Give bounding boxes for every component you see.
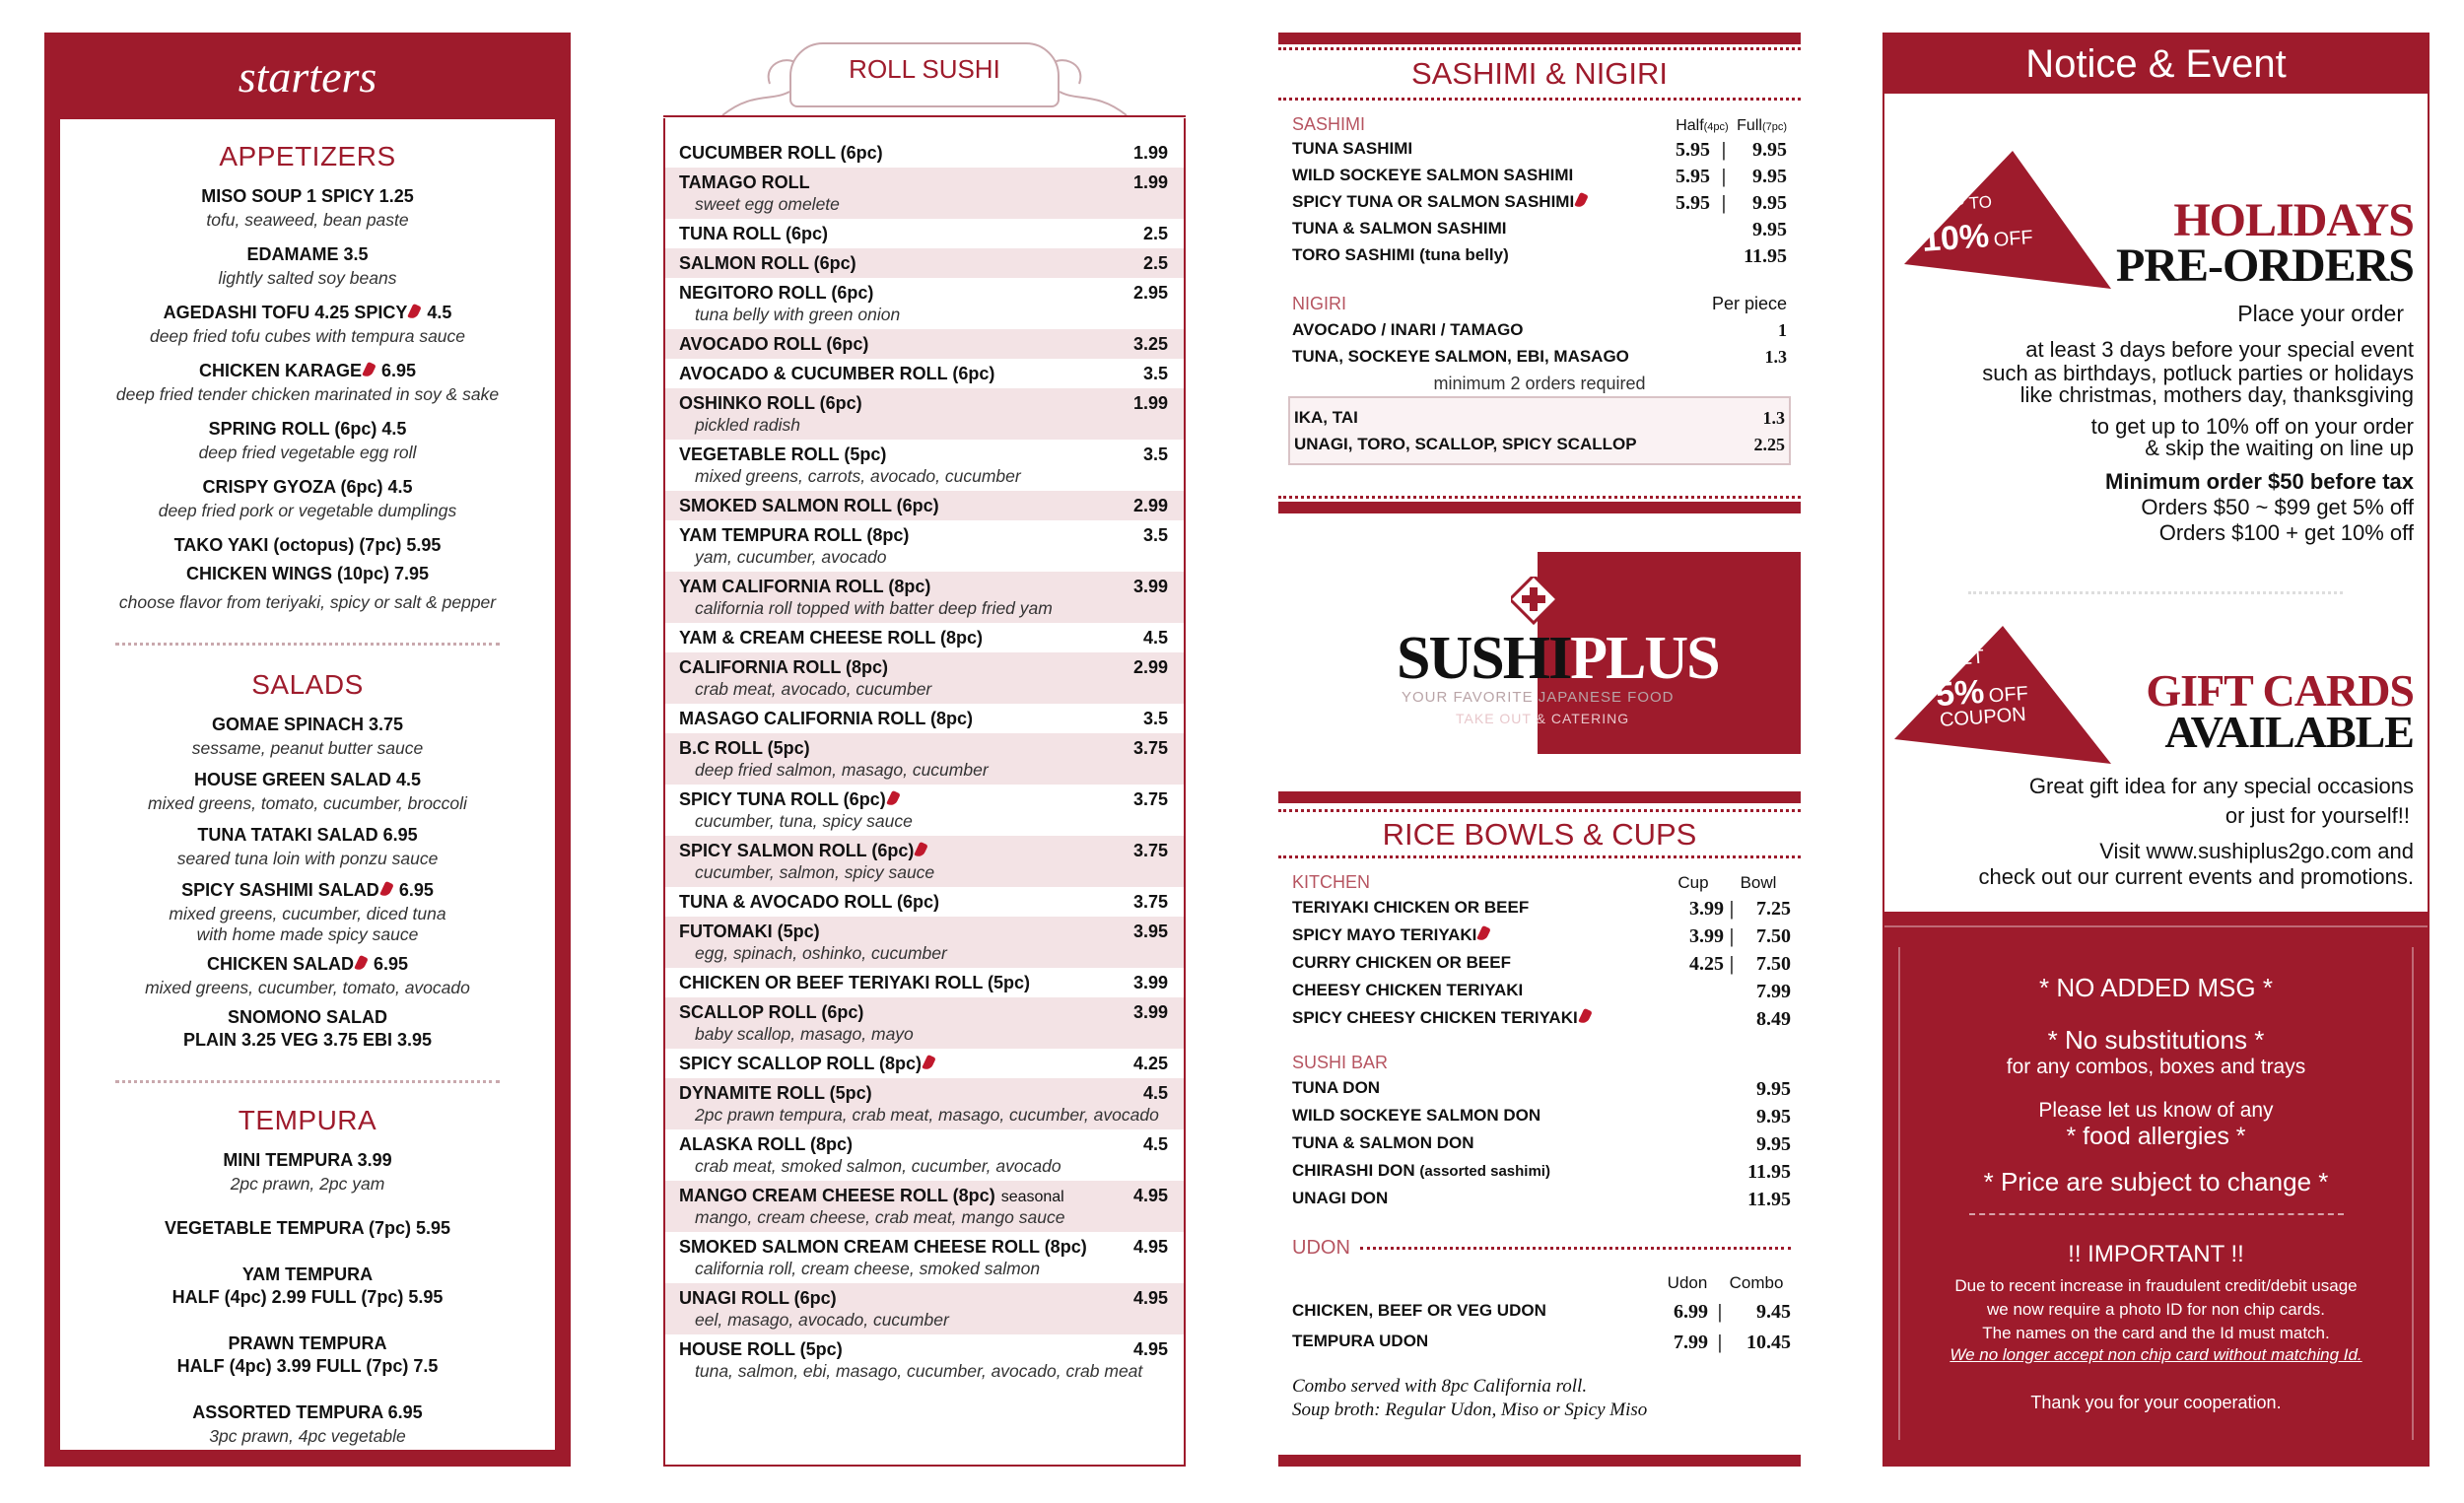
- roll-name: AVOCADO & CUCUMBER ROLL (6pc): [679, 364, 995, 383]
- roll-item: [665, 836, 1184, 887]
- menu-item: MINI TEMPURA 3.99 2pc prawn, 2pc yam: [223, 1150, 392, 1194]
- roll-sushi-title: ROLL SUSHI: [849, 54, 1000, 84]
- roll-item: [665, 168, 1184, 219]
- plus-icon: [1511, 577, 1562, 628]
- logo-tagline: YOUR FAVORITE JAPANESE FOOD: [1402, 689, 1675, 706]
- roll-name: SPICY SALMON ROLL (6pc): [679, 841, 928, 861]
- roll-item: [665, 278, 1184, 329]
- roll-price: 3.5: [1142, 364, 1168, 383]
- roll-price: 3.5: [1142, 444, 1168, 464]
- roll-item: [665, 1181, 1184, 1232]
- roll-item: [665, 1283, 1184, 1334]
- roll-item: [665, 623, 1184, 652]
- roll-price: 4.5: [1142, 1083, 1168, 1103]
- roll-price: 3.75: [1132, 892, 1168, 912]
- starters-content: [60, 119, 555, 1450]
- allergy-text: Please let us know of any: [2038, 1099, 2274, 1122]
- roll-name: MANGO CREAM CHEESE ROLL (8pc) seasonal: [679, 1186, 1064, 1205]
- roll-price: 3.99: [1132, 577, 1168, 596]
- roll-name: CALIFORNIA ROLL (8pc): [679, 657, 888, 677]
- divider: [1278, 1455, 1801, 1467]
- roll-desc: sweet egg omelete: [695, 194, 840, 214]
- divider: [1278, 47, 1801, 50]
- nigiri-min-box: [1288, 396, 1791, 465]
- roll-price: 3.99: [1132, 1002, 1168, 1022]
- roll-price: 3.5: [1142, 709, 1168, 728]
- chili-icon: [362, 362, 376, 378]
- divider: [1278, 855, 1801, 858]
- roll-name: SPICY TUNA ROLL (6pc): [679, 789, 901, 810]
- roll-name: TUNA ROLL (6pc): [679, 224, 828, 243]
- roll-price: 2.99: [1132, 657, 1168, 677]
- sashimi-label: SASHIMI: [1292, 114, 1366, 134]
- badge-up-to: UP TO: [1941, 192, 1993, 215]
- chili-icon: [922, 1055, 935, 1071]
- kitchen-list: [1292, 898, 1791, 1031]
- divider: [1278, 791, 1801, 803]
- roll-item: [665, 1334, 1184, 1386]
- starters-panel: [44, 33, 571, 1467]
- sashimi-item: TUNA SASHIMI 5.95 | 9.95: [1292, 139, 1787, 161]
- menu-item: EDAMAME 3.5 lightly salted soy beans: [218, 244, 397, 288]
- chili-icon: [886, 790, 900, 807]
- roll-item: [665, 572, 1184, 623]
- chili-icon: [1574, 192, 1588, 209]
- gift-text: Great gift idea for any special occasions or just for yourself!! Visit www.sushiplus2go.com and check out our current events and promotions.: [1978, 774, 2414, 889]
- sashimi-list: [1292, 139, 1787, 268]
- menu-item: CHICKEN SALAD 6.95 mixed greens, cucumber, tomato, avocado: [145, 954, 470, 997]
- min-note: minimum 2 orders required: [1433, 374, 1646, 393]
- kitchen-item: CURRY CHICKEN OR BEEF 4.25 | 7.50: [1292, 953, 1791, 975]
- roll-desc: deep fried salmon, masago, cucumber: [695, 760, 989, 780]
- important-line-2: we now require a photo ID for non chip cards.: [1986, 1300, 2326, 1319]
- rice-section: [1292, 872, 1791, 1421]
- badge-ten-percent: 10% OFF: [1920, 217, 2034, 259]
- roll-desc: cucumber, tuna, spicy sauce: [695, 811, 913, 831]
- sushibar-label: SUSHI BAR: [1292, 1053, 1389, 1072]
- sashimi-section: SASHIMI Half(4pc) Full(7pc) TUNA SASHIMI 5.95 | 9.95 WILD SOCKEYE SALMON SASHIMI 5.95 | 9.95 SPICY TUNA OR SALMON SASHIMI 5.95 | 9.95 TUNA & SALMON SASHIMI 9.95 TORO SASHIMI (tuna belly) 11.95 NIGIRI Per piece AVOCADO / INARI / TAMAGO 1 TUNA, SOCKEYE SALMON, EBI, MASAGO 1.3 minimum 2 orders required IKA, TAI 1.3 UNAGI, TORO, SCALLOP, SPICY SCALLOP 2.25: [1278, 101, 1801, 465]
- roll-sushi-panel: [663, 118, 1186, 1467]
- kitchen-item: SPICY MAYO TERIYAKI 3.99 | 7.50: [1292, 925, 1791, 947]
- roll-price: 2.99: [1132, 496, 1168, 515]
- roll-item: [665, 887, 1184, 917]
- roll-item: [665, 359, 1184, 388]
- roll-price: 3.75: [1132, 738, 1168, 758]
- roll-name: B.C ROLL (5pc): [679, 738, 810, 758]
- menu-item: HOUSE GREEN SALAD 4.5 mixed greens, tomato, cucumber, broccoli: [148, 770, 467, 813]
- roll-item: [665, 785, 1184, 836]
- divider: [1278, 496, 1801, 499]
- roll-name: OSHINKO ROLL (6pc): [679, 393, 862, 413]
- roll-item: [665, 329, 1184, 359]
- roll-price: 3.95: [1132, 922, 1168, 941]
- menu-item: SPICY SASHIMI SALAD 6.95 mixed greens, cucumber, diced tuna with home made spicy sauce: [169, 880, 446, 944]
- roll-name: SMOKED SALMON CREAM CHEESE ROLL (8pc): [679, 1237, 1087, 1257]
- sashimi-item: WILD SOCKEYE SALMON SASHIMI 5.95 | 9.95: [1292, 166, 1787, 187]
- roll-price: 1.99: [1132, 393, 1168, 413]
- sushibar-item: WILD SOCKEYE SALMON DON 9.95: [1292, 1106, 1791, 1127]
- orders-tier-2: Orders $100 + get 10% off: [2158, 520, 2414, 545]
- sushibar-item: UNAGI DON 11.95: [1292, 1189, 1791, 1210]
- roll-desc: yam, cucumber, avocado: [695, 547, 887, 567]
- menu-item: TAKO YAKI (octopus) (7pc) 5.95: [173, 535, 442, 555]
- roll-name: VEGETABLE ROLL (5pc): [679, 444, 887, 464]
- roll-item: [665, 138, 1184, 168]
- roll-price: 3.75: [1132, 841, 1168, 860]
- roll-desc: mango, cream cheese, crab meat, mango sauce: [695, 1207, 1065, 1227]
- roll-item: [665, 219, 1184, 248]
- sashimi-panel: [1278, 33, 1801, 1467]
- nigiri-label: NIGIRI: [1292, 294, 1347, 313]
- notice-panel: [1882, 33, 2430, 1467]
- kitchen-item: SPICY CHEESY CHICKEN TERIYAKI 8.49: [1292, 1008, 1791, 1030]
- roll-desc: tuna, salmon, ebi, masago, cucumber, avocado, crab meat: [695, 1361, 1143, 1381]
- nigiri-list: [1292, 320, 1787, 368]
- nigiri-item: TUNA, SOCKEYE SALMON, EBI, MASAGO 1.3: [1292, 347, 1787, 367]
- roll-price: 3.75: [1132, 789, 1168, 809]
- roll-name: CUCUMBER ROLL (6pc): [679, 143, 883, 163]
- orders-tier-1: Orders $50 ~ $99 get 5% off: [2141, 495, 2414, 519]
- sashimi-item: SPICY TUNA OR SALMON SASHIMI 5.95 | 9.95: [1292, 192, 1787, 214]
- menu-item: MISO SOUP 1 SPICY 1.25 tofu, seaweed, bean paste: [201, 186, 414, 230]
- roll-price: 4.95: [1132, 1237, 1168, 1257]
- roll-item: [665, 1049, 1184, 1078]
- logo-wordmark: SUSHIPLUS: [1397, 625, 1719, 692]
- important-line-1: Due to recent increase in fraudulent credit/debit usage: [1954, 1276, 2358, 1295]
- udon-item: TEMPURA UDON 7.99 | 10.45: [1292, 1332, 1791, 1353]
- chili-icon: [1578, 1008, 1592, 1025]
- combo-col-label: Combo: [1729, 1273, 1784, 1292]
- roll-item: [665, 1078, 1184, 1129]
- gift-heading: GIFT CARDS AVAILABLE: [2146, 665, 2414, 757]
- chili-icon: [915, 842, 928, 858]
- rice-bowls-title: RICE BOWLS & CUPS: [1382, 817, 1697, 852]
- roll-desc: cucumber, salmon, spicy sauce: [695, 862, 935, 882]
- tempura-heading: TEMPURA: [238, 1105, 377, 1135]
- roll-list: [665, 118, 1184, 1386]
- chili-icon: [354, 955, 368, 972]
- badge-five-percent: 5% OFF: [1934, 672, 2029, 715]
- roll-name: DYNAMITE ROLL (5pc): [679, 1083, 872, 1103]
- roll-item: [665, 388, 1184, 440]
- roll-name: YAM TEMPURA ROLL (8pc): [679, 525, 910, 545]
- roll-price: 2.95: [1132, 283, 1168, 303]
- combo-note: Combo served with 8pc California roll.: [1292, 1376, 1588, 1397]
- menu-item: CHICKEN WINGS (10pc) 7.95 choose flavor from teriyaki, spicy or salt & pepper: [118, 564, 497, 612]
- roll-name: UNAGI ROLL (6pc): [679, 1288, 837, 1308]
- menu-item: AGEDASHI TOFU 4.25 SPICY 4.5 deep fried tofu cubes with tempura sauce: [149, 303, 466, 346]
- chili-icon: [408, 304, 422, 320]
- divider: [115, 643, 500, 646]
- roll-desc: 2pc prawn tempura, crab meat, masago, cucumber, avocado: [695, 1105, 1159, 1125]
- roll-item: [665, 652, 1184, 704]
- no-substitutions-text: * No substitutions *: [2047, 1025, 2265, 1055]
- roll-price: 4.95: [1132, 1186, 1168, 1205]
- roll-desc: pickled radish: [695, 415, 800, 435]
- divider: [1968, 591, 2343, 594]
- roll-desc: crab meat, smoked salmon, cucumber, avocado: [695, 1156, 1061, 1176]
- full-label: Full: [1737, 117, 1762, 134]
- roll-name: YAM & CREAM CHEESE ROLL (8pc): [679, 628, 984, 648]
- menu-item: SPRING ROLL (6pc) 4.5 deep fried vegetable egg roll: [198, 419, 417, 462]
- roll-name: SPICY SCALLOP ROLL (8pc): [679, 1054, 936, 1074]
- roll-desc: tuna belly with green onion: [695, 305, 901, 324]
- nigiri-item: UNAGI, TORO, SCALLOP, SPICY SCALLOP 2.25: [1294, 435, 1785, 454]
- important-heading: !! IMPORTANT !!: [2068, 1241, 2244, 1267]
- roll-price: 4.25: [1132, 1054, 1168, 1073]
- roll-price: 4.95: [1132, 1288, 1168, 1308]
- broth-note: Soup broth: Regular Udon, Miso or Spicy Miso: [1292, 1400, 1648, 1420]
- bowl-label: Bowl: [1740, 873, 1777, 892]
- udon-list: [1292, 1301, 1791, 1354]
- roll-sushi-header: [663, 33, 1186, 121]
- roll-price: 4.5: [1142, 1134, 1168, 1154]
- roll-price: 4.5: [1142, 628, 1168, 648]
- thanks-text: Thank you for your cooperation.: [2030, 1393, 2282, 1412]
- sushibar-item: CHIRASHI DON (assorted sashimi) 11.95: [1292, 1161, 1791, 1183]
- roll-name: TUNA & AVOCADO ROLL (6pc): [679, 892, 939, 912]
- roll-name: ALASKA ROLL (8pc): [679, 1134, 854, 1154]
- roll-name: SCALLOP ROLL (6pc): [679, 1002, 864, 1022]
- roll-item: [665, 704, 1184, 733]
- roll-item: [665, 968, 1184, 997]
- roll-price: 3.25: [1132, 334, 1168, 354]
- menu-item: CHICKEN KARAGE 6.95 deep fried tender chicken marinated in soy & sake: [115, 361, 500, 404]
- roll-desc: egg, spinach, oshinko, cucumber: [695, 943, 947, 963]
- cup-label: Cup: [1677, 873, 1709, 892]
- udon-item: CHICKEN, BEEF OR VEG UDON 6.99 | 9.45: [1292, 1301, 1791, 1323]
- roll-desc: california roll, cream cheese, smoked salmon: [695, 1259, 1041, 1278]
- roll-name: FUTOMAKI (5pc): [679, 922, 820, 941]
- sushibar-item: TUNA DON 9.95: [1292, 1078, 1791, 1100]
- roll-desc: baby scallop, masago, mayo: [695, 1024, 914, 1044]
- sashimi-item: TUNA & SALMON SASHIMI 9.95: [1292, 219, 1787, 240]
- notice-title: Notice & Event: [1884, 34, 2428, 94]
- chili-icon: [1477, 925, 1491, 942]
- roll-item: [665, 997, 1184, 1049]
- nigiri-item: AVOCADO / INARI / TAMAGO 1: [1292, 320, 1787, 340]
- per-piece-label: Per piece: [1711, 294, 1787, 313]
- menu-item: CRISPY GYOZA (6pc) 4.5 deep fried pork or vegetable dumplings: [158, 477, 457, 520]
- policy-block: [1884, 912, 2428, 1465]
- policy-frame: [1898, 947, 2414, 1440]
- holiday-heading: HOLIDAYS PRE-ORDERS: [2115, 194, 2414, 292]
- divider: [1884, 925, 2428, 927]
- roll-desc: california roll topped with batter deep fried yam: [695, 598, 1053, 618]
- roll-price: 2.5: [1142, 224, 1168, 243]
- roll-name: CHICKEN OR BEEF TERIYAKI ROLL (5pc): [679, 973, 1031, 992]
- roll-price: 1.99: [1132, 143, 1168, 163]
- sashimi-item: TORO SASHIMI (tuna belly) 11.95: [1292, 245, 1787, 267]
- roll-item: [665, 491, 1184, 520]
- appetizers-heading: APPETIZERS: [219, 141, 396, 171]
- logo-sub: TAKE OUT & CATERING: [1456, 711, 1630, 726]
- roll-price: 2.5: [1142, 253, 1168, 273]
- roll-name: HOUSE ROLL (5pc): [679, 1339, 843, 1359]
- sushibar-item: TUNA & SALMON DON 9.95: [1292, 1133, 1791, 1155]
- menu-item: SNOMONO SALAD PLAIN 3.25 VEG 3.75 EBI 3.95: [182, 1007, 433, 1050]
- important-line-3: The names on the card and the Id must match.: [1982, 1324, 2330, 1342]
- menu-item: TUNA TATAKI SALAD 6.95 seared tuna loin with ponzu sauce: [176, 825, 439, 868]
- min-order-text: Minimum order $50 before tax: [2105, 469, 2414, 494]
- roll-item: [665, 733, 1184, 785]
- kitchen-item: TERIYAKI CHICKEN OR BEEF 3.99 | 7.25: [1292, 898, 1791, 920]
- roll-name: YAM CALIFORNIA ROLL (8pc): [679, 577, 931, 596]
- menu-item: ASSORTED TEMPURA 6.95 3pc prawn, 4pc vegetable: [192, 1402, 423, 1446]
- no-msg-text: * NO ADDED MSG *: [2039, 973, 2273, 1002]
- important-line-4: We no longer accept non chip card without matching Id.: [1950, 1345, 2362, 1364]
- roll-name: AVOCADO ROLL (6pc): [679, 334, 869, 354]
- divider: [1278, 33, 1801, 44]
- roll-item: [665, 440, 1184, 491]
- holiday-text: Place your order at least 3 days before your special event such as birthdays, potluck parties or holidays like christmas, mothers day, thanksgiving to get up to 10% off on your order & skip the waiting on line up Minimum order $50 before tax Orders $50 ~ $99 get 5% off Orders $100 + get 10% off: [1901, 301, 2414, 546]
- roll-desc: mixed greens, carrots, avocado, cucumber: [695, 466, 1021, 486]
- roll-name: SALMON ROLL (6pc): [679, 253, 856, 273]
- divider: [1278, 502, 1801, 513]
- price-change-text: * Price are subject to change *: [1983, 1167, 2329, 1196]
- roll-name: NEGITORO ROLL (6pc): [679, 283, 874, 303]
- roll-name: SMOKED SALMON ROLL (6pc): [679, 496, 939, 515]
- roll-name: TAMAGO ROLL: [679, 172, 810, 192]
- menu-item: PRAWN TEMPURA HALF (4pc) 3.99 FULL (7pc) 7.5: [176, 1333, 439, 1376]
- roll-name: MASAGO CALIFORNIA ROLL (8pc): [679, 709, 973, 728]
- divider: [115, 1080, 500, 1083]
- roll-price: 4.95: [1132, 1339, 1168, 1359]
- substitutions-sub: for any combos, boxes and trays: [2006, 1056, 2306, 1078]
- roll-desc: crab meat, avocado, cucumber: [695, 679, 932, 699]
- allergy-emphasis: * food allergies *: [2066, 1123, 2246, 1150]
- roll-price: 1.99: [1132, 172, 1168, 192]
- salads-heading: SALADS: [251, 669, 364, 700]
- roll-item: [665, 1129, 1184, 1181]
- roll-price: 3.5: [1142, 525, 1168, 545]
- starters-title: starters: [238, 50, 377, 102]
- menu-item: GOMAE SPINACH 3.75 sessame, peanut butter sauce: [191, 715, 424, 758]
- divider: [663, 115, 1186, 117]
- kitchen-label: KITCHEN: [1292, 872, 1371, 892]
- divider: [1360, 1247, 1791, 1250]
- roll-desc: eel, masago, avocado, cucumber: [695, 1310, 949, 1330]
- sushibar-list: [1292, 1078, 1791, 1211]
- badge-get: GET: [1943, 646, 1985, 671]
- menu-item: YAM TEMPURA HALF (4pc) 2.99 FULL (7pc) 5.95: [171, 1264, 444, 1307]
- divider: [1278, 809, 1801, 812]
- roll-item: [665, 248, 1184, 278]
- roll-item: [665, 917, 1184, 968]
- udon-label: UDON: [1292, 1237, 1350, 1259]
- nigiri-item: IKA, TAI 1.3: [1294, 408, 1785, 428]
- menu-item: VEGETABLE TEMPURA (7pc) 5.95: [164, 1218, 451, 1238]
- udon-col-label: Udon: [1667, 1273, 1708, 1292]
- kitchen-item: CHEESY CHICKEN TERIYAKI 7.99: [1292, 981, 1791, 1002]
- roll-item: [665, 1232, 1184, 1283]
- sashimi-nigiri-title: SASHIMI & NIGIRI: [1410, 56, 1669, 91]
- badge-coupon: COUPON: [1939, 703, 2027, 732]
- roll-item: [665, 520, 1184, 572]
- chili-icon: [379, 881, 393, 898]
- roll-price: 3.99: [1132, 973, 1168, 992]
- half-label: Half: [1676, 117, 1704, 134]
